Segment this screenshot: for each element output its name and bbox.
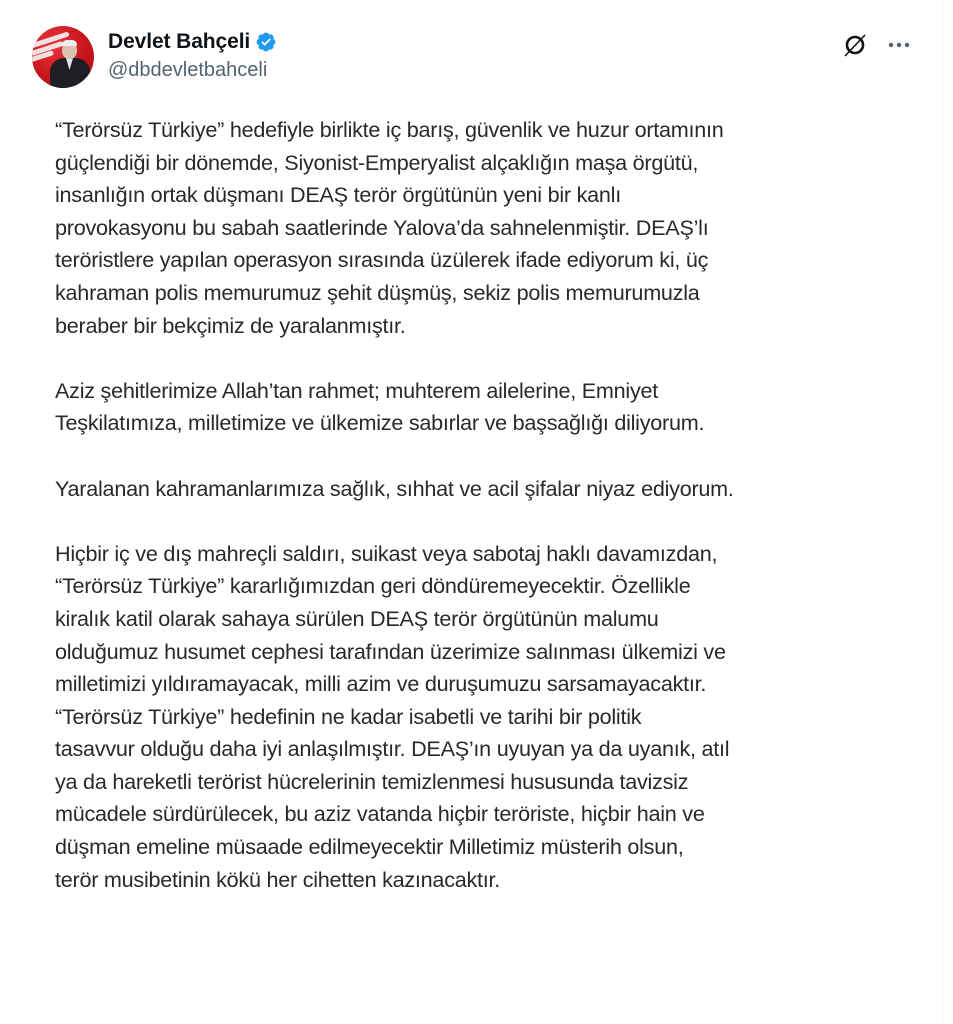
tweet-actions [842, 32, 912, 58]
tweet-header [32, 26, 912, 90]
grok-icon[interactable] [842, 32, 868, 58]
tweet-paragraph [55, 375, 925, 440]
text-line: teröristlere yapılan operasyon sırasında üzülerek ifade ediyorum ki, üç [55, 247, 709, 273]
text-line: milletimizi yıldıramayacak, milli azim ve duruşumuzu sarsamayacaktır. [55, 671, 707, 697]
text-line: güçlendiği bir dönemde, Siyonist-Emperyalist alçaklığın maşa örgütü, [55, 149, 699, 175]
text-line: düşman emeline müsaade edilmeyecektir Milletimiz müsterih olsun, [55, 834, 684, 860]
text-line: Yaralanan kahramanlarımıza sağlık, sıhhat ve acil şifalar niyaz ediyorum. [55, 475, 734, 501]
avatar[interactable] [32, 26, 94, 88]
text-line: “Terörsüz Türkiye” kararlığımızdan geri döndüremeyecektir. Özellikle [55, 573, 691, 599]
author-display-name[interactable]: Devlet Bahçeli [108, 30, 251, 53]
text-line: kiralık katil olarak sahaya sürülen DEAŞ terör örgütünün malumu [55, 605, 659, 631]
tweet-paragraph [55, 473, 925, 506]
text-line: ya da hareketli terörist hücrelerinin temizlenmesi hususunda tavizsiz [55, 768, 689, 794]
text-line: Aziz şehitlerimize Allah’tan rahmet; muhterem ailelerine, Emniyet [55, 377, 659, 403]
text-line: tasavvur olduğu daha iyi anlaşılmıştır. DEAŞ’ın uyuyan ya da uyanık, atıl [55, 736, 730, 762]
tweet-text [55, 114, 925, 896]
text-line: mücadele sürdürülecek, bu aziz vatanda hiçbir teröriste, hiçbir hain ve [55, 801, 705, 827]
verified-badge-icon[interactable] [255, 31, 277, 53]
text-line: beraber bir bekçimiz de yaralanmıştır. [55, 312, 406, 338]
author-handle[interactable]: @dbdevletbahceli [108, 59, 268, 81]
tweet-paragraph [55, 114, 925, 342]
author-name-row [108, 29, 277, 55]
more-options-icon[interactable] [886, 32, 912, 58]
text-line: terör musibetinin kökü her cihetten kazınacaktır. [55, 866, 501, 892]
text-line: Teşkilatımıza, milletimize ve ülkemize sabırlar ve başsağlığı diliyorum. [55, 410, 705, 436]
text-line: provokasyonu bu sabah saatlerinde Yalova’da sahnelenmiştir. DEAŞ’lı [55, 214, 709, 240]
text-line: olduğumuz husumet cephesi tarafından üzerimize salınması ülkemizi ve [55, 638, 726, 664]
author-info [108, 29, 277, 82]
column-divider [942, 0, 943, 1024]
text-line: insanlığın ortak düşmanı DEAŞ terör örgütünün yeni bir kanlı [55, 182, 621, 208]
text-line: kahraman polis memurumuz şehit düşmüş, sekiz polis memurumuzla [55, 279, 700, 305]
avatar-hair [62, 40, 77, 46]
text-line: “Terörsüz Türkiye” hedefinin ne kadar isabetli ve tarihi bir politik [55, 703, 642, 729]
text-line: “Terörsüz Türkiye” hedefiyle birlikte iç barış, güvenlik ve huzur ortamının [55, 117, 724, 142]
tweet-paragraph [55, 538, 925, 897]
text-line: Hiçbir iç ve dış mahreçli saldırı, suikast veya sabotaj haklı davamızdan, [55, 540, 718, 566]
